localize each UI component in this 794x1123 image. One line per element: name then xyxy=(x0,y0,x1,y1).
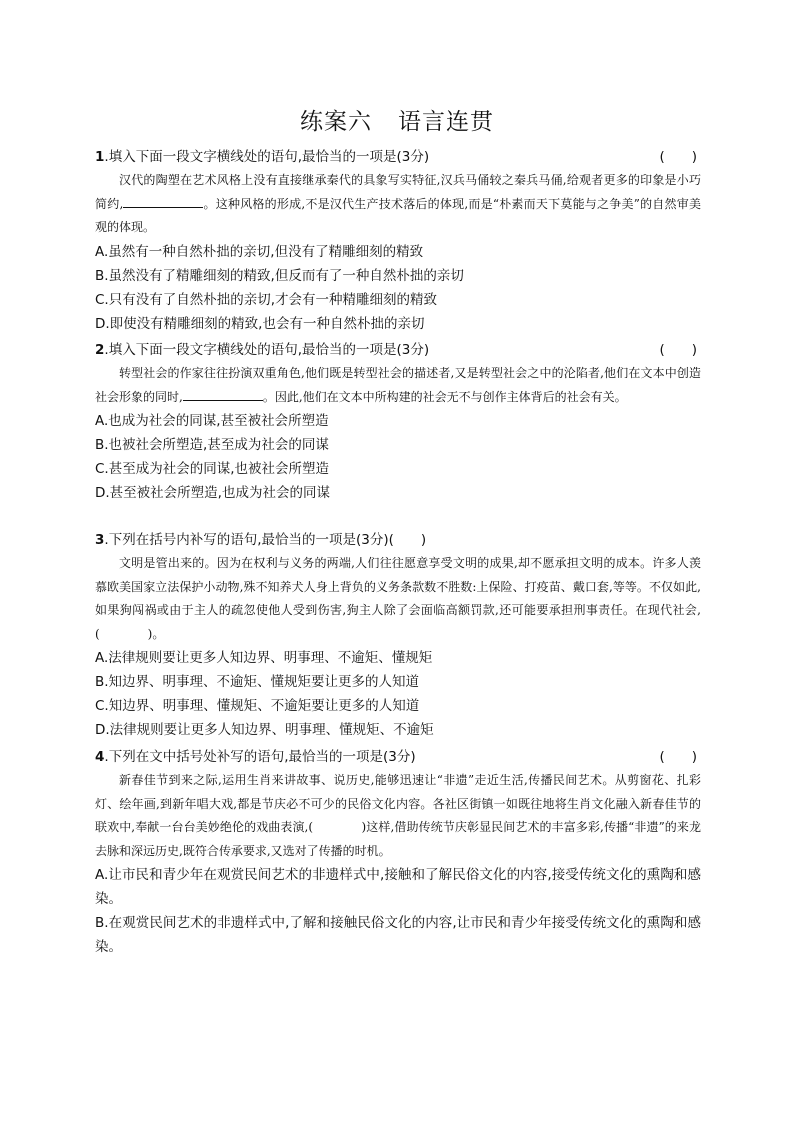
question-number: 2 xyxy=(95,342,105,358)
page-title xyxy=(0,103,794,136)
question-3-stem xyxy=(95,528,701,552)
option-b: B.也被社会所塑造,甚至成为社会的同谋 xyxy=(95,437,329,453)
title-part-2: 语言连贯 xyxy=(398,109,494,135)
passage-text: 转型社会的作家往往扮演双重角色,他们既是转型社会的描述者,又是转型社会之中的沦陷者,他们在文本中创造社会形象的同时, xyxy=(95,366,701,404)
answer-parentheses: ( ) xyxy=(659,342,697,358)
fill-blank-line xyxy=(123,195,203,208)
option-b: B.虽然没有了精雕细刻的精致,但反而有了一种自然朴拙的亲切 xyxy=(95,267,464,284)
option-d: D.甚至被社会所塑造,也成为社会的同谋 xyxy=(95,485,330,501)
option-b: B.知边界、明事理、不逾矩、懂规矩要让更多的人知道 xyxy=(95,674,420,690)
question-4-passage: 新春佳节到来之际,运用生肖来讲故事、说历史,能够迅速让“非遗”走近生活,传播民间艺术。从剪窗花、扎彩灯、绘年画,到新年唱大戏,都是节庆必不可少的民俗文化内容。各社区街镇一如既往地将生肖文化融入新春佳节的联欢中,奉献一台台美妙绝伦的戏曲表演,( )这样,借助传统节庆彰显民间艺术的丰富多彩,传播“非遗”的来龙去脉和深远历史,既符合传承要求,又选对了传播的时机。 xyxy=(95,773,701,858)
question-2 xyxy=(95,338,701,505)
option-a: A.也成为社会的同谋,甚至被社会所塑造 xyxy=(95,413,329,429)
question-2-passage xyxy=(95,362,701,409)
question-1-passage xyxy=(95,169,701,240)
question-1 xyxy=(95,145,701,336)
option-b: B.在观赏民间艺术的非遗样式中,了解和接触民俗文化的内容,让市民和青少年接受传统文化的熏陶和感染。 xyxy=(95,915,701,955)
option-a: A.让市民和青少年在观赏民间艺术的非遗样式中,接触和了解民俗文化的内容,接受传统文化的熏陶和感染。 xyxy=(95,867,701,907)
question-4 xyxy=(95,745,701,959)
option-d: D.法律规则要让更多人知边界、明事理、懂规矩、不逾矩 xyxy=(95,722,434,738)
question-2-stem xyxy=(95,338,701,362)
option-c: C.知边界、明事理、懂规矩、不逾矩要让更多的人知道 xyxy=(95,698,420,714)
option-a: A.法律规则要让更多人知边界、明事理、不逾矩、懂规矩 xyxy=(95,650,433,666)
answer-parentheses: ( ) xyxy=(659,149,697,165)
passage-text: 。因此,他们在文本中所构建的社会无不与创作主体背后的社会有关。 xyxy=(262,389,627,404)
passage-text: 汉代的陶塑在艺术风格上没有直接继承秦代的具象写实特征,汉兵马俑较之秦兵马俑,给观者更多的印象是小巧简约, xyxy=(95,173,701,211)
question-number: 1 xyxy=(95,149,105,165)
answer-parentheses: ( ) xyxy=(659,749,697,765)
title-part-1: 练案六 xyxy=(300,109,372,135)
question-3 xyxy=(95,528,701,742)
option-c: C.只有没有了自然朴拙的亲切,才会有一种精雕细刻的精致 xyxy=(95,291,438,308)
question-number: 4 xyxy=(95,749,105,765)
question-3-passage: 文明是管出来的。因为在权利与义务的两端,人们往往愿意享受文明的成果,却不愿承担文明的成本。许多人羡慕欧美国家立法保护小动物,殊不知养犬人身上背负的义务条款数不胜数:上保险、打疫苗、戴口套,等等。不仅如此,如果狗闯祸或由于主人的疏忽使他人受到伤害,狗主人除了会面临高额罚款,还可能要承担刑事责任。在现代社会,( )。 xyxy=(95,556,701,641)
question-number: 3 xyxy=(95,532,105,548)
question-4-stem xyxy=(95,745,701,769)
question-text: .填入下面一段文字横线处的语句,最恰当的一项是(3分) xyxy=(104,149,430,165)
question-text: .下列在文中括号处补写的语句,最恰当的一项是(3分) xyxy=(104,749,416,765)
question-text: .下列在括号内补写的语句,最恰当的一项是(3分)( ) xyxy=(104,532,427,548)
question-text: .填入下面一段文字横线处的语句,最恰当的一项是(3分) xyxy=(104,342,430,358)
option-a: A.虽然有一种自然朴拙的亲切,但没有了精雕细刻的精致 xyxy=(95,243,424,260)
passage-text: 。这种风格的形成,不是汉代生产技术落后的体现,而是“朴素而天下莫能与之争美”的自然审美观的体现。 xyxy=(95,196,701,234)
question-1-stem xyxy=(95,145,701,169)
fill-blank-line xyxy=(183,388,263,401)
option-d: D.即使没有精雕细刻的精致,也会有一种自然朴拙的亲切 xyxy=(95,315,425,332)
option-c: C.甚至成为社会的同谋,也被社会所塑造 xyxy=(95,461,330,477)
